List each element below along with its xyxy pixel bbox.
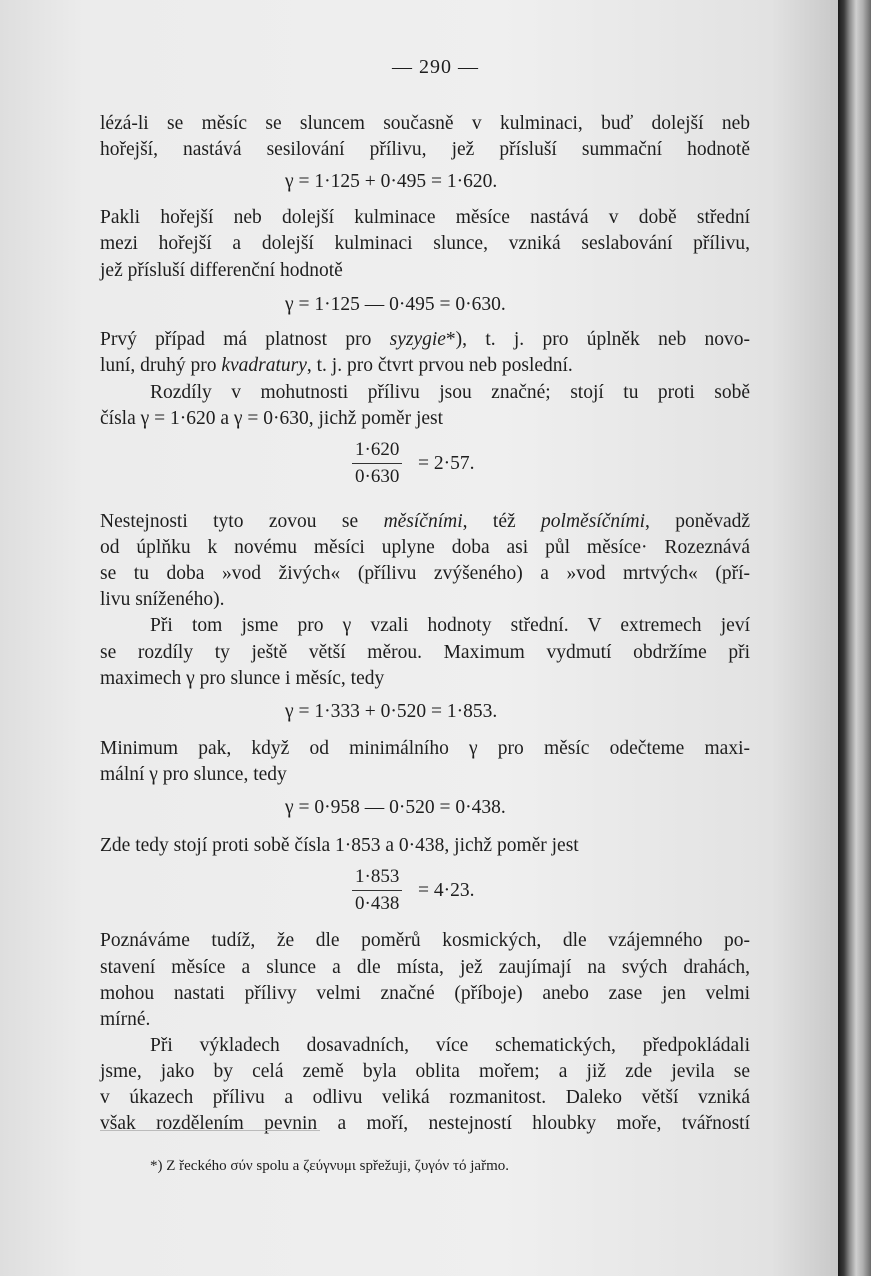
italic-term: syzygie bbox=[389, 329, 446, 350]
text-line: mální γ pro slunce, tedy bbox=[100, 764, 287, 785]
text-line: od úplňku k novému měsíci uplyne doba asi půl měsíce· Rozeznává bbox=[100, 537, 750, 558]
italic-term: měsíčními bbox=[383, 511, 463, 532]
equation-3: γ = 1·333 + 0·520 = 1·853. bbox=[285, 701, 498, 722]
fraction-denominator: 0·630 bbox=[355, 466, 400, 487]
text-line: Pakli hořejší neb dolejší kulminace měsíce nastává v době střední bbox=[100, 207, 750, 228]
text-line: mohou nastati přílivy velmi značné (příboje) anebo zase jen velmi bbox=[100, 983, 750, 1004]
text-line: čísla γ = 1·620 a γ = 0·630, jichž poměr jest bbox=[100, 408, 444, 429]
fraction-result: = 2·57. bbox=[418, 453, 475, 474]
text-line: mezi hořejší a dolejší kulminaci slunce, vzniká seslabování přílivu, bbox=[100, 233, 750, 254]
text-line: však rozdělením pevnin a moří, nestejností hloubky moře, tvářností bbox=[100, 1113, 750, 1134]
fraction-numerator: 1·620 bbox=[352, 439, 402, 464]
text-line: mírné. bbox=[100, 1009, 151, 1030]
text-line: stavení měsíce a slunce a dle místa, jež zaujímají na svých drahách, bbox=[100, 957, 750, 978]
text-line: lézá-li se měsíc se sluncem současně v kulminaci, buď dolejší neb bbox=[100, 113, 750, 134]
fraction-denominator: 0·438 bbox=[355, 893, 400, 914]
page-number: — 290 — bbox=[392, 56, 479, 78]
text-line: livu sníženého). bbox=[100, 589, 225, 610]
footnote: *) Z řeckého σύν spolu a ζεύγνυμι spřežuji, ζυγόν τό jařmo. bbox=[150, 1158, 509, 1174]
text-line: jsme, jako by celá země byla oblita mořem; a již zde jevila se bbox=[100, 1061, 750, 1082]
text-line: v úkazech přílivu a odlivu veliká rozmanitost. Daleko větší vzniká bbox=[100, 1087, 750, 1108]
equation-4: γ = 0·958 — 0·520 = 0·438. bbox=[285, 797, 506, 818]
italic-term: kvadratury bbox=[221, 355, 307, 376]
footnote-rule bbox=[100, 1130, 320, 1131]
text-line: Zde tedy stojí proti sobě čísla 1·853 a 0·438, jichž poměr jest bbox=[100, 835, 579, 856]
text-line: maximech γ pro slunce i měsíc, tedy bbox=[100, 668, 385, 689]
fraction-1 bbox=[352, 439, 402, 488]
equation-2: γ = 1·125 — 0·495 = 0·630. bbox=[285, 294, 506, 315]
text-line: jež přísluší differenční hodnotě bbox=[100, 260, 343, 281]
text-line: hořejší, nastává sesilování přílivu, jež přísluší summační hodnotě bbox=[100, 139, 750, 160]
italic-term: polměsíčními bbox=[541, 511, 646, 532]
text-line: se rozdíly ty ještě větší měrou. Maximum vydmutí obdržíme při bbox=[100, 642, 750, 663]
text-line: Rozdíly v mohutnosti přílivu jsou značné; stojí tu proti sobě bbox=[150, 382, 750, 403]
equation-1: γ = 1·125 + 0·495 = 1·620. bbox=[285, 171, 498, 192]
text-line: Nestejnosti tyto zovou se měsíčními, též polměsíčními, poněvadž bbox=[100, 511, 751, 532]
text-line: Poznáváme tudíž, že dle poměrů kosmických, dle vzájemného po- bbox=[100, 930, 750, 951]
text-line: se tu doba »vod živých« (přílivu zvýšeného) a »vod mrtvých« (pří- bbox=[100, 563, 750, 584]
text-line: Při tom jsme pro γ vzali hodnoty střední. V extremech jeví bbox=[150, 615, 750, 636]
text-line: Prvý případ má platnost pro syzygie*), t. j. pro úplněk neb novo- bbox=[100, 329, 751, 350]
text-line: Při výkladech dosavadních, více schematických, předpokládali bbox=[150, 1035, 750, 1056]
page-edge bbox=[838, 0, 871, 1276]
fraction-numerator: 1·853 bbox=[352, 866, 402, 891]
fraction-result: = 4·23. bbox=[418, 880, 475, 901]
fraction-2 bbox=[352, 866, 402, 915]
text-line: luní, druhý pro kvadratury, t. j. pro čtvrt prvou neb poslední. bbox=[100, 355, 573, 376]
text-line: Minimum pak, když od minimálního γ pro měsíc odečteme maxi- bbox=[100, 738, 750, 759]
